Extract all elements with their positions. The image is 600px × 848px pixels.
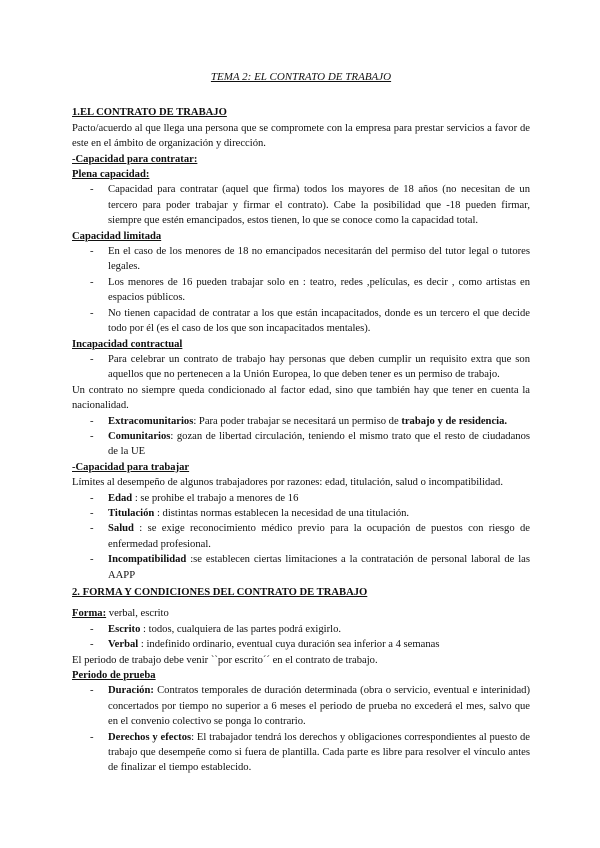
non-eu-permit: trabajo y de residencia.	[401, 415, 508, 427]
non-eu-label: Extracomunitarios	[108, 415, 194, 427]
section-1-heading: 1.EL CONTRATO DE TRABAJO	[72, 107, 227, 119]
item-label: Duración:	[108, 685, 154, 697]
non-eu-text: : Para poder trabajar se necesitará un permiso de	[193, 415, 402, 427]
contract-definition: Pacto/acuerdo al que llega una persona que se compromete con la empresa para prestar servicios a favor de este en el ámbito de organización y dirección.	[72, 122, 530, 150]
limits-paragraph: Límites al desempeño de algunos trabajadores por razones: edad, titulación, salud o incompatibilidad.	[72, 477, 503, 489]
limited-capacity-list	[72, 244, 530, 336]
list-item: - En el caso de los menores de 18 no emancipados necesitarán del permiso del tutor legal o tutores legales.	[72, 244, 530, 275]
full-capacity-heading: Plena capacidad:	[72, 169, 150, 181]
trial-period-heading: Periodo de prueba	[72, 670, 156, 682]
list-item	[72, 491, 530, 506]
nationality-paragraph: Un contrato no siempre queda condicionado al factor edad, sino que también hay que tener en cuenta la nacionalidad.	[72, 384, 530, 412]
capacity-to-contract-heading: -Capacidad para contratar:	[72, 153, 198, 165]
form-list	[72, 622, 530, 653]
list-item	[72, 683, 530, 729]
item-text: : todos, cualquiera de las partes podrá exigirlo.	[143, 623, 342, 635]
eu-label: Comunitarios	[108, 430, 171, 442]
item-label: Escrito	[108, 623, 141, 635]
list-item	[72, 521, 530, 552]
item-text: :se establecen ciertas limitaciones a la contratación de personal laboral de las AAPP	[108, 554, 530, 581]
form-text: verbal, escrito	[106, 608, 169, 620]
item-text: Contratos temporales de duración determinada (obra o servicio, eventual e interinidad) concertados por tiempo no superior a 6 meses el periodo de prueba no excederá el mes, salvo que en el convenio colectivo se ponga lo contrario.	[108, 685, 530, 728]
item-label: Salud	[108, 523, 134, 535]
list-item	[72, 506, 530, 521]
item-label: Titulación	[108, 507, 155, 519]
limits-list	[72, 491, 530, 583]
list-item: - Para celebrar un contrato de trabajo hay personas que deben cumplir un requisito extra que son aquellos que no pertenecen a la Unión Europea, lo que deben tener es un permiso de trabajo.	[72, 352, 530, 383]
item-text: : indefinido ordinario, eventual cuya duración sea inferior a 4 semanas	[140, 639, 440, 651]
item-text: : se prohibe el trabajo a menores de 16	[134, 492, 299, 504]
nationality-list	[72, 414, 530, 460]
item-label: Derechos y efectos	[108, 731, 192, 743]
limited-capacity-heading: Capacidad limitada	[72, 230, 162, 242]
contractual-incapacity-heading: Incapacidad contractual	[72, 338, 183, 350]
list-item: - Los menores de 16 pueden trabajar solo en : teatro, redes ,películas, es decir , como artistas en espacios públicos.	[72, 275, 530, 306]
document-page	[72, 70, 530, 776]
work-period-paragraph: El periodo de trabajo debe venir ``por escrito´´ en el contrato de trabajo.	[72, 654, 378, 666]
list-item	[72, 730, 530, 776]
item-label: Verbal	[108, 639, 139, 651]
contractual-incapacity-list	[72, 352, 530, 383]
list-item	[72, 552, 530, 583]
list-item: - No tienen capacidad de contratar a los que están incapacitados, donde es un tercero el que decide todo por él (es el caso de los que son incapacitados mentales).	[72, 306, 530, 337]
full-capacity-list	[72, 182, 530, 228]
document-title: TEMA 2: EL CONTRATO DE TRABAJO	[210, 71, 392, 83]
capacity-to-work-heading: -Capacidad para trabajar	[72, 461, 190, 473]
item-label: Incompatibilidad	[108, 554, 187, 566]
list-item	[72, 414, 530, 429]
form-label: Forma:	[72, 608, 107, 620]
trial-period-list	[72, 683, 530, 775]
list-item	[72, 622, 530, 637]
form-paragraph	[72, 606, 530, 621]
list-item: - Capacidad para contratar (aquel que firma) todos los mayores de 18 años (no necesitan de un tercero para poder trabajar y firmar el contrato). Cabe la posibilidad que -18 pueden firmar, siempre que estén emancipados, estos tienen, lo que se conoce como la capacidad total.	[72, 182, 530, 228]
item-text: : El trabajador tendrá los derechos y obligaciones correspondientes al puesto de trabajo que desempeñe como si fuera de plantilla. Cada parte es libre para resolver el vínculo antes de finalizar el tiempo establecido.	[108, 731, 530, 774]
item-text: : distintas normas establecen la necesidad de una titulación.	[156, 507, 410, 519]
list-item	[72, 637, 530, 652]
item-text: : se exige reconocimiento médico previo para la ocupación de puestos con riesgo de enfermedad profesional.	[108, 523, 530, 550]
eu-text: : gozan de libertad circulación, teniendo el mismo trato que el resto de ciudadanos de la UE	[108, 430, 530, 458]
list-item	[72, 429, 530, 460]
section-2-heading: 2. FORMA Y CONDICIONES DEL CONTRATO DE TRABAJO	[72, 587, 368, 598]
item-label: Edad	[108, 492, 133, 504]
